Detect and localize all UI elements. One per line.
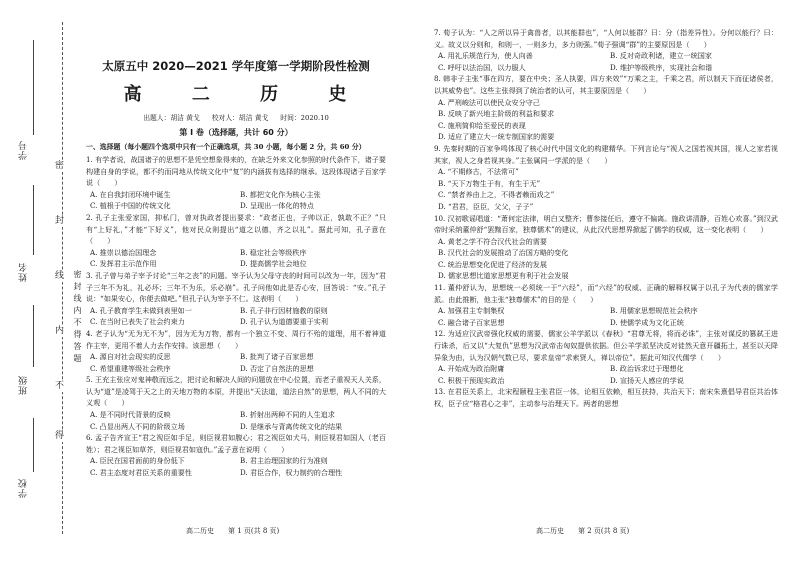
answer-option: C. 融合诸子百家思想 — [438, 317, 505, 327]
school-write-line[interactable] — [33, 418, 34, 472]
answer-option: B. 折射出两种不同的人生追求 — [240, 410, 335, 420]
exam-title: 太原五中 2020—2021 学年度第一学期阶段性检测 — [102, 59, 370, 73]
answer-option: A. 孔子教育学生未做到表里如一 — [90, 305, 192, 315]
answer-option: C. “禁者养由上之，不得者赖而戏之” — [438, 190, 555, 200]
binding-margin — [0, 0, 88, 561]
answer-options — [86, 409, 386, 432]
question — [434, 386, 778, 409]
answer-option: C. 积极干预现实政治 — [438, 375, 505, 385]
answer-option: A. 用礼乐规范行为，使人向善 — [438, 51, 533, 61]
answer-option: A. 加强君主专制集权 — [438, 306, 505, 316]
answer-option: C. 施刑简仰给至爱民的表现 — [438, 120, 526, 130]
question — [86, 328, 386, 374]
seal-word: 线 — [55, 271, 65, 281]
answer-options — [86, 305, 386, 328]
answer-option: B. 用儒家思想规范社会秩序 — [610, 306, 698, 316]
answer-option: D. 是继承与背离传统文化的结果 — [240, 421, 343, 431]
answer-option: A. 开始成为政治附庸 — [438, 364, 505, 374]
question-stem: 8. 韩非子主张“事在四方，要在中央；圣人执要，四方来效”“万乘之主，千乘之君，所以制天下而征诸侯者，以其威势也”。这些主张得到了统治者的认可，其主要原因是（ ） — [434, 74, 778, 95]
page-footer: 高二历史 第 2 页(共 8 页) — [536, 527, 630, 535]
question-stem: 4. 老子认为“无为无不为”，因为无为万物，都有一个独立不变、周行不殆的道理，用不着神道作主宰，更用不着人力去作安排。该思想（ ） — [86, 328, 386, 350]
question-stem: 6. 孟子告齐宣王“君之视臣如手足，则臣视君如腹心；君之视臣如犬马，则臣视君如国人（老百姓）；君之视臣如草芥，则臣视君如寇仇。”孟子意在说明（ ） — [86, 433, 386, 454]
question — [434, 282, 778, 328]
subject-title: 高 二 历 史 — [123, 84, 369, 105]
question — [86, 432, 386, 478]
answer-option: A. “不期修古，不法常可” — [438, 167, 519, 177]
answer-option: B. “天下万物生于有，有生于无” — [438, 178, 541, 188]
answer-option: C. 君主态度对君臣关系的重要性 — [90, 468, 192, 478]
seal-word: 内 — [55, 326, 65, 336]
answer-options — [86, 247, 386, 270]
answer-option: D. 孔子认为道德要重于实利 — [240, 317, 328, 327]
question-stem: 10. 汉初歌谣唱道：“萧何定法律，明白又整齐；曹参接任后，遵守不偏离。施政讲清静，百姓心欢喜。”到汉武帝时采纳董仲舒“罢黜百家，独尊儒术”的建议，从此汉代思想界掀起了儒学的权威，这一变化表明（ ） — [434, 213, 778, 235]
answer-option: D. 儒家思想比道家思想更有利于社会发展 — [438, 271, 569, 281]
question-stem: 12. 为适应汉武帝强化权威的需要，儒家公羊学派以《春秋》“君尊无将，将而必诛”，主张对谋反的篡弑王进行诛杀，后又以“大复仇”思想为汉武帝击匈奴提供依据。但公羊学派坚决反对徒然天意开疆拓土，甚至以天降异象为由，认为汉朝气数已尽，要求皇帝“求索贤人，禅以帝位”。据此可知汉代儒学（ ） — [434, 329, 778, 362]
question-stem: 13. 在君臣关系上，北宋程颐程主张君臣一体，论相互依赖，相互扶持，共治天下；南宋朱熹倡导君臣共治体权，臣子应“格君心之非”，主动参与治理天下。两者的思想 — [434, 387, 778, 408]
answer-option: A. 源自对社会现实的反思 — [90, 352, 171, 362]
student-id-field-label: 学号 — [19, 140, 29, 160]
seal-word: 不 — [55, 381, 65, 391]
question-list — [86, 154, 386, 479]
answer-option: D. 提高儒学社会地位 — [240, 259, 307, 269]
exam-meta — [86, 112, 386, 122]
question — [86, 374, 386, 432]
answer-option: C. 希望重建等级社会秩序 — [90, 363, 171, 373]
answer-option: B. 政治诉求过于理想化 — [610, 364, 684, 374]
seal-hint: 密封线内不得答题 — [73, 270, 82, 366]
answer-options — [86, 455, 386, 478]
answer-option: C. 发挥君主示范作用 — [90, 259, 157, 269]
answer-option: D. 君臣合作，权力制约的合理性 — [240, 468, 343, 478]
question-stem: 5. 王充主张应对鬼神敬而远之，把讨论和解决人间的问题放在中心位置，而老子重视天人关系，认为“道”是凌驾于天之上的天地万物的本原，并提出“天法道，道法自然”的思想，两人不同的大义观（ ） — [86, 375, 386, 408]
name-write-line[interactable] — [33, 185, 34, 255]
exam-time: 时间：2020.10 — [280, 114, 329, 122]
seal-word: 密 — [55, 161, 65, 171]
question-stem: 9. 先秦时期的百家争鸣体现了核心时代中国文化的构建精华。下列言论与“视人之国若视其国，视人之家若视其家，视人之身若视其身。”主张属同一学派的是（ ） — [434, 143, 778, 165]
question — [86, 270, 386, 328]
answer-option: A. 黄老之学不符合汉代社会的需要 — [438, 236, 547, 246]
seal-word: 封 — [55, 216, 65, 226]
reviewer: 校对人：胡洁 黄戈 — [211, 114, 269, 122]
answer-option: A. 臣民在国君面前的身份低下 — [90, 456, 185, 466]
question — [434, 328, 778, 386]
question-list — [434, 27, 778, 410]
seal-word: 得 — [55, 431, 65, 441]
question — [86, 212, 386, 270]
answer-options — [86, 351, 386, 374]
question — [434, 73, 778, 143]
answer-options — [434, 166, 778, 212]
answer-option: B. 汉代社会的发展推动了治国方略的变化 — [438, 248, 569, 258]
answer-option: B. 都把文化作为核心主张 — [240, 189, 321, 199]
volume-header: 第 I 卷（选择题，共计 60 分） — [179, 128, 293, 137]
answer-option: C. 在当时已表失了社会约束力 — [90, 317, 185, 327]
answer-options — [434, 363, 778, 386]
question — [434, 143, 778, 213]
answer-option: A. 在自我封闭环境中诞生 — [90, 189, 171, 199]
answer-option: C. 呼吁以法治国，以力服人 — [438, 62, 526, 72]
student-id-write-line[interactable] — [33, 40, 34, 135]
name-field-label: 姓名 — [19, 262, 29, 282]
answer-option: A. 推崇以德治国理念 — [90, 247, 157, 257]
class-field-label: 班级 — [19, 375, 29, 395]
answer-option: C. 统治思想变化促进了经济的发展 — [438, 259, 547, 269]
question-stem: 1. 有学者说，战国诸子的思想不是凭空想象得来的，在缺乏外来文化参照的时代条件下，诸子要构建自身的学说，都不约而同地从传统文化中“复”的内涵拔有选择的继承。这段体现诸子百家学说（ ） — [86, 155, 386, 188]
answer-option: D. 否定了自然法的思想 — [240, 363, 314, 373]
question — [434, 213, 778, 283]
answer-option: C. 植根于中国的传统文化 — [90, 201, 171, 211]
answer-option: D. 使儒学成为文化正统 — [610, 317, 684, 327]
answer-option: B. 孔子非行因材施教的原则 — [240, 305, 328, 315]
left-content — [86, 58, 386, 479]
question-stem: 3. 孔子曾与弟子宰予讨论“三年之丧”的问题。宰予认为父母守丧的时间可以改为一年，因为“君子三年不为礼，礼必坏；三年不为乐，乐必崩”。孔子问他如此是否心安，回答说：“安。”孔子说：“如果安心，你便去做吧。”但孔子认为宰予不仁。这表明（ ） — [86, 270, 386, 304]
answer-option: B. 批判了诸子百家思想 — [240, 352, 314, 362]
question — [86, 154, 386, 212]
question — [434, 27, 778, 73]
answer-option: B. 稳定社会等级秩序 — [240, 247, 307, 257]
question-stem: 11. 董仲舒认为，思想统一必须统一于“六经”，而“六经”的权威、正确的解释权属于以孔子为代表的儒家学派。由此推断，他主张“独尊儒术”的目的是（ ） — [434, 283, 778, 304]
answer-options — [434, 236, 778, 282]
class-write-line[interactable] — [33, 305, 34, 367]
answer-option: A. 严刑峻法可以使民众安分守己 — [438, 97, 540, 107]
question-stem: 7. 荀子认为：“人之所以异于禽兽者，以其能群也”，“人何以能群？曰：分（指差异性）。分何以能行？曰：义。故义以分则和，和则一，一则多力，多力则强。”荀子强调“群”的主要原因是（ ） — [434, 28, 778, 49]
answer-options — [434, 97, 778, 143]
answer-option: D. 宣扬天人感应的学说 — [610, 375, 684, 385]
right-page — [397, 0, 794, 561]
answer-option: C. 凸显出两人不同的阶级立场 — [90, 421, 185, 431]
answer-option: D. 适应了建立大一统专制国家的需要 — [438, 132, 555, 142]
section-title: 一、选择题（每小题四个选项中只有一个正确选项，共 30 小题，每小题 2 分，共 60 分） — [86, 143, 366, 151]
answer-option: A. 是不同时代背景的反映 — [90, 410, 171, 420]
answer-option: D. 维护等级秩序，实现社会和谐 — [610, 62, 713, 72]
author: 出题人：胡洁 黄戈 — [143, 114, 200, 122]
answer-option: D. “君君，臣臣，父父，子子” — [438, 201, 534, 211]
answer-option: B. 君主治理国家的行为准则 — [240, 456, 328, 466]
school-field-label: 学校 — [19, 478, 29, 498]
answer-options — [86, 189, 386, 212]
answer-option: B. 反映了新兴地主阶级的利益和要求 — [438, 109, 555, 119]
answer-options — [434, 50, 778, 73]
answer-option: B. 反对奇政利诸，建立一统国家 — [610, 51, 712, 61]
right-content — [434, 27, 778, 410]
page-footer: 高二历史 第 1 页(共 8 页) — [186, 527, 280, 535]
answer-options — [434, 305, 778, 328]
answer-option: D. 呈现出一体化的特点 — [240, 201, 314, 211]
question-stem: 2. 孔子主张爱家国，抑私门，曾对执政者提出要求：“政者正也，子帅以正，孰敢不正？”只有“上好礼，”才能“下好义”，他对民众则提出“道之以德，齐之以礼”。据此可知，孔子意在（ ） — [86, 212, 386, 246]
